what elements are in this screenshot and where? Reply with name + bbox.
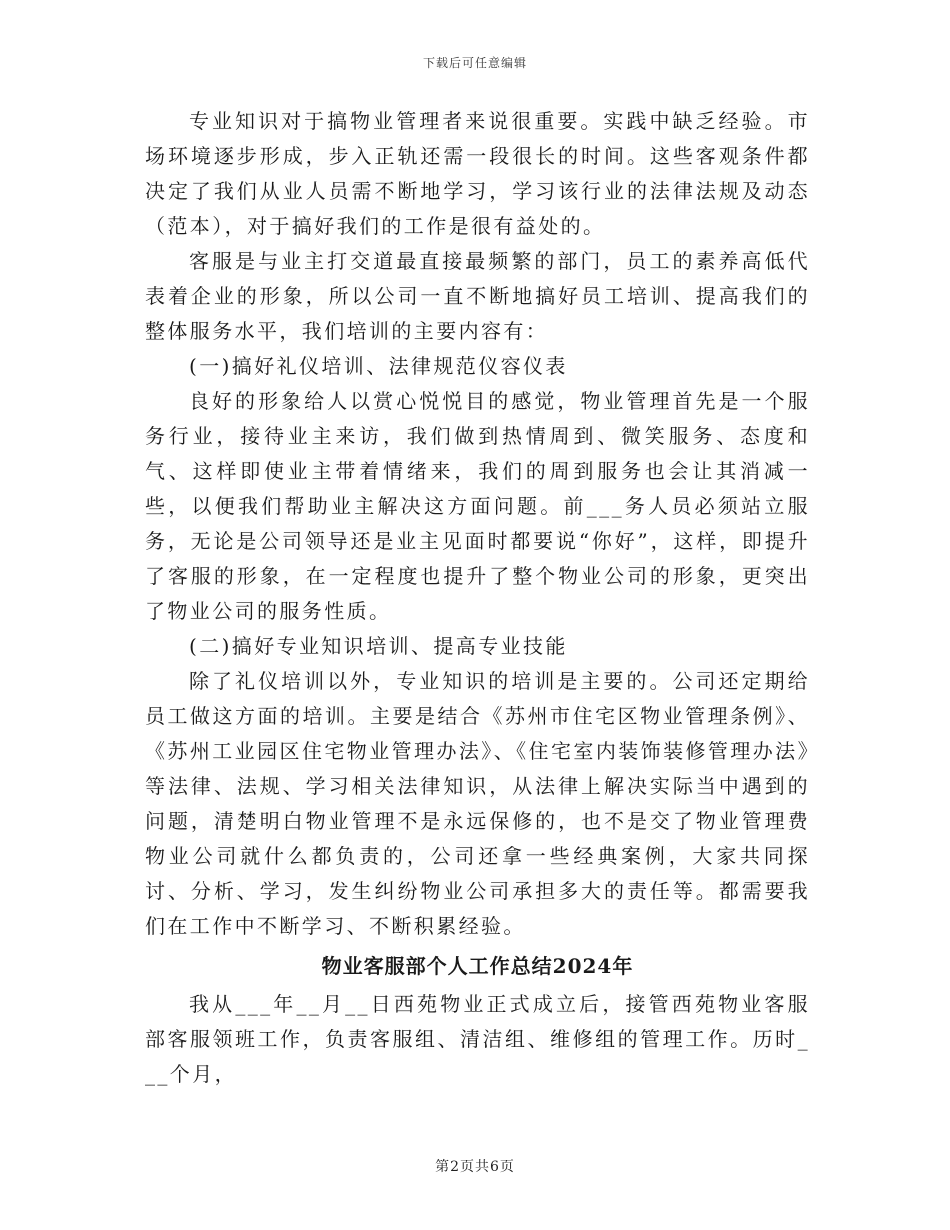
page-header-note: 下载后可任意编辑 bbox=[422, 56, 527, 70]
paragraph-etiquette: 良好的形象给人以赏心悦悦目的感觉，物业管理首先是一个服务行业，接待业主来访，我们做到热情周到、微笑服务、态度和气、这样即使业主带着情绪来，我们的周到服务也会让其消减一些，以便我们帮助业主解决这方面问题。前___务人员必须站立服务，无论是公司领导还是业主见面时都要说“你好”，这样，即提升了客服的形象，在一定程度也提升了整个物业公司的形象，更突出了物业公司的服务性质。 bbox=[145, 389, 810, 623]
paragraph-customer-service: 客服是与业主打交道最直接最频繁的部门，员工的素养高低代表着企业的形象，所以公司一直不断地搞好员工培训、提高我们的整体服务水平，我们培训的主要内容有： bbox=[145, 249, 810, 343]
subheading-skills-training: (二)搞好专业知识培训、提高专业技能 bbox=[189, 634, 568, 658]
paragraph-professional-knowledge: 专业知识对于搞物业管理者来说很重要。实践中缺乏经验。市场环境逐步形成，步入正轨还需一段很长的时间。这些客观条件都决定了我们从业人员需不断地学习，学习该行业的法律法规及动态（范本），对于搞好我们的工作是很有益处的。 bbox=[145, 109, 810, 238]
document-body bbox=[145, 104, 810, 1092]
subheading-etiquette-training: (一)搞好礼仪培训、法律规范仪容仪表 bbox=[189, 354, 568, 378]
paragraph-skills: 除了礼仪培训以外，专业知识的培训是主要的。公司还定期给员工做这方面的培训。主要是结合《苏州市住宅区物业管理条例》、《苏州工业园区住宅物业管理办法》、《住宅室内装饰装修管理办法》等法律、法规、学习相关法律知识，从法律上解决实际当中遇到的问题，清楚明白物业管理不是永远保修的，也不是交了物业管理费物业公司就什么都负责的，公司还拿一些经典案例，大家共同探讨、分析、学习，发生纠纷物业公司承担多大的责任等。都需要我们在工作中不断学习、不断积累经验。 bbox=[145, 669, 810, 938]
page-number: 第2页共6页 bbox=[435, 1159, 515, 1175]
paragraph-summary-intro: 我从___年__月__日西苑物业正式成立后，接管西苑物业客服部客服领班工作，负责客服组、清洁组、维修组的管理工作。历时___个月， bbox=[145, 992, 810, 1086]
section-title: 物业客服部个人工作总结2024年 bbox=[321, 954, 634, 978]
